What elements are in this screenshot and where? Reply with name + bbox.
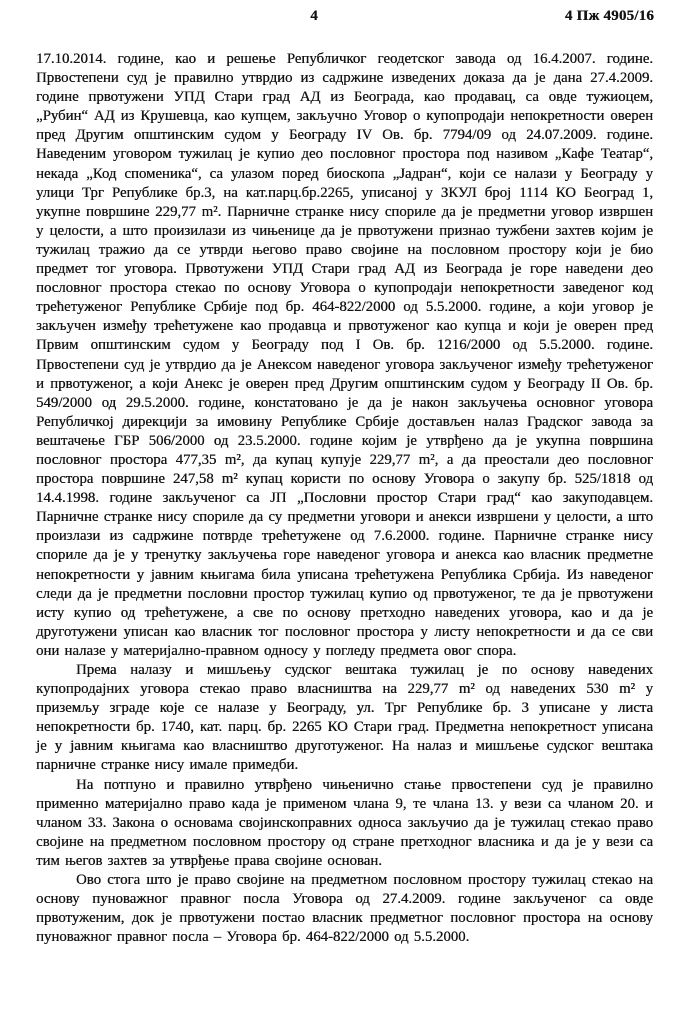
body-paragraph: Према налазу и мишљењу судског вештака тужилац је по основу наведених купопродајних уговора стекао право власништва на 229,77 m² од наведених 530 m² у приземљу зграде које се налазе у Београду, ул. Трг Републике бр. 3 уписане у листа непокретности бр. 1740, кат. парц. бр. 2265 КО Стари град. Предметна непокретност уписана је у јавним књигама као власништво друготуженог. На налаз и мишљење судског вештака парничне странке нису имале примедби.	[36, 662, 653, 774]
page-header	[0, 0, 688, 34]
body-paragraph: 17.10.2014. године, као и решење Републичког геодетског завода од 16.4.2007. године. Првостепени суд је правилно утврдио из садржине изведених доказа да је дана 27.4.2009. године првотужени УПД Стари град АД из Београда, као продавац, са овде тужиоцем, „Рубин“ АД из Крушевца, као купцем, закључно Уговор о купопродаји непокретности оверен пред Другим општинским судом у Београду IV Ов. бр. 7794/09 од 24.07.2009. године. Наведеним уговором тужилац је купио део пословног простора под називом „Кафе Театар“, некада „Код споменика“, са улазом поред биоскопа „Јадран“, који се налази у Београду у улици Трг Републике бр.3, на кат.парц.бр.2265, уписаној у ЗКУЛ број 1114 КО Београд 1, укупне површине 229,77 m². Парничне странке нису спориле да је предметни уговор извршен у целости, а што произилази из чињенице да је првотужени признао тужбени захтев којим је тужилац тражио да се утврди његово право својине на пословном простору који је био предмет тог уговора. Првотужени УПД Стари град АД из Београда је горе наведени део пословног простора стекао по основу Уговора о купопродаји непокретности заведеног код трећетуженог Републике Србије под бр. 464-822/2000 од 5.5.2000. године, а који уговор је закључен између трећетужене као продавца и првотуженог као купца и који је оверен пред Првим општинским судом у Београду под I Ов. бр. 1216/2000 од 5.5.2000. године. Првостепени суд је утврдио да је Анексом наведеног уговора закљученог између трећетуженог и првотуженог, а који Анекс је оверен пред Другим општинским судом у Београду II Ов. бр. 549/2000 од 29.5.2000. године, констатовано је да је након закључења основног уговора Републичкој дирекцији за имовину Републике Србије достављен налаз Градског завода за вештачење ГБР 506/2000 од 23.5.2000. године којим је утврђено да је укупна површина пословног простора 477,35 m², да купац купује 229,77 m², а да преостали део пословног простора површине 247,58 m² купац користи по основу Уговора о закупу бр. 525/1818 од 14.4.1998. године закљученог са ЈП „Пословни простор Стари град“ као закуподавцем. Парничне странке нису спориле да су предметни уговори и анекси извршени у целости, а што произлази из садржине потврде трећетужене од 7.6.2000. године. Парничне странке нису спориле да је у тренутку закључења горе наведеног уговора и анекса као власник предметне непокретности у јавним књигама била уписана трећетужена Република Србија. Из наведеног следи да је предметни пословни простор тужилац купио од првотуженог, те да је првотужени исту купио од трећетужене, а све по основу претходно наведених уговора, као и да је друготужени уписан као власник тог пословног простора у листу непокретности и да се сви они налазе у материјално-правном односу у погледу предмета овог спора.	[36, 51, 653, 659]
case-number: 4 Пж 4905/16	[564, 8, 654, 24]
body-paragraph: На потпуно и правилно утврђено чињенично стање првостепени суд је правилно применно материјално право када је применом члана 9, те члана 13. у вези са чланом 20. и чланом 33. Закона о основама својинскоправних односа закључио да је тужилац стекао право својине на предметном пословном простору од стране претходног власника и да је у вези са тим његов захтев за утврђење права својине основан.	[36, 776, 653, 869]
document-body	[36, 50, 653, 947]
body-paragraph: Ово стога што је право својине на предметном пословном простору тужилац стекао на основу пуноважног правног посла Уговора од 27.4.2009. године закљученог са овде првотуженим, док је првотужени постао власник предметног пословног простора на основу пуноважног правног посла – Уговора бр. 464-822/2000 од 5.5.2000.	[36, 872, 653, 946]
page-number: 4	[310, 8, 318, 24]
